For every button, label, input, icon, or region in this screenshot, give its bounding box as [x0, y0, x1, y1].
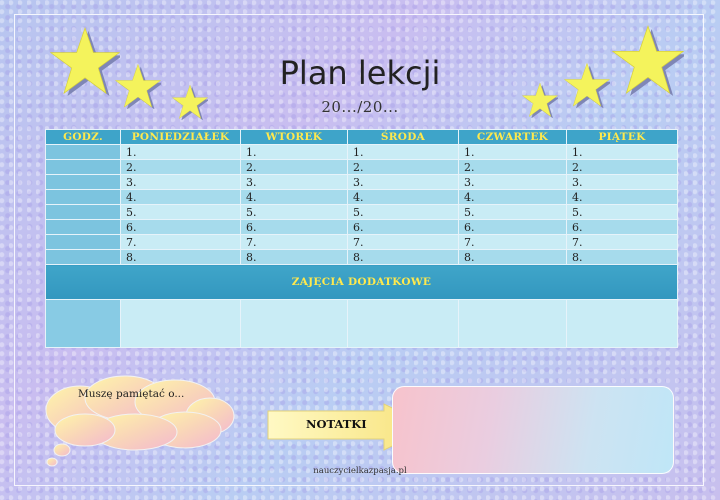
column-header-thursday: CZWARTEK: [459, 130, 567, 145]
lesson-cell-friday[interactable]: 1.: [567, 145, 678, 160]
lesson-cell-tuesday[interactable]: 7.: [241, 235, 348, 250]
lesson-cell-monday[interactable]: 8.: [121, 250, 241, 265]
extra-activities-header-row: [46, 265, 678, 300]
lesson-cell-tuesday[interactable]: 5.: [241, 205, 348, 220]
column-header-monday: PONIEDZIAŁEK: [121, 130, 241, 145]
lesson-cell-monday[interactable]: 2.: [121, 160, 241, 175]
table-row: [46, 250, 678, 265]
lesson-cell-thursday[interactable]: 3.: [459, 175, 567, 190]
reminder-label: Muszę pamiętać o...: [78, 388, 185, 400]
lesson-cell-friday[interactable]: 8.: [567, 250, 678, 265]
extra-activities-row: [46, 300, 678, 348]
hour-cell[interactable]: [46, 220, 121, 235]
lesson-cell-monday[interactable]: 1.: [121, 145, 241, 160]
lesson-cell-thursday[interactable]: 6.: [459, 220, 567, 235]
lesson-cell-thursday[interactable]: 1.: [459, 145, 567, 160]
hour-cell[interactable]: [46, 205, 121, 220]
table-row: [46, 175, 678, 190]
lesson-cell-thursday[interactable]: 8.: [459, 250, 567, 265]
lesson-cell-tuesday[interactable]: 4.: [241, 190, 348, 205]
column-header-friday: PIĄTEK: [567, 130, 678, 145]
lesson-cell-friday[interactable]: 3.: [567, 175, 678, 190]
lesson-cell-wednesday[interactable]: 2.: [348, 160, 459, 175]
extra-cell-tuesday[interactable]: [241, 300, 348, 348]
lesson-cell-wednesday[interactable]: 8.: [348, 250, 459, 265]
lesson-cell-friday[interactable]: 6.: [567, 220, 678, 235]
extra-cell-wednesday[interactable]: [348, 300, 459, 348]
extra-cell-monday[interactable]: [121, 300, 241, 348]
lesson-cell-monday[interactable]: 7.: [121, 235, 241, 250]
column-header-hour: GODZ.: [46, 130, 121, 145]
table-row: [46, 145, 678, 160]
table-row: [46, 190, 678, 205]
timetable: [45, 129, 678, 348]
table-row: [46, 160, 678, 175]
lesson-cell-wednesday[interactable]: 5.: [348, 205, 459, 220]
lesson-cell-wednesday[interactable]: 7.: [348, 235, 459, 250]
table-row: [46, 220, 678, 235]
lesson-rows: [46, 145, 678, 265]
lesson-cell-tuesday[interactable]: 1.: [241, 145, 348, 160]
column-header-tuesday: WTOREK: [241, 130, 348, 145]
hour-cell[interactable]: [46, 175, 121, 190]
lesson-cell-wednesday[interactable]: 6.: [348, 220, 459, 235]
hour-cell[interactable]: [46, 235, 121, 250]
lesson-cell-wednesday[interactable]: 1.: [348, 145, 459, 160]
lesson-cell-thursday[interactable]: 4.: [459, 190, 567, 205]
lesson-cell-tuesday[interactable]: 6.: [241, 220, 348, 235]
lesson-cell-friday[interactable]: 5.: [567, 205, 678, 220]
lesson-cell-monday[interactable]: 4.: [121, 190, 241, 205]
column-header-wednesday: ŚRODA: [348, 130, 459, 145]
lesson-cell-tuesday[interactable]: 2.: [241, 160, 348, 175]
lesson-cell-friday[interactable]: 4.: [567, 190, 678, 205]
notes-box[interactable]: [392, 386, 674, 474]
lesson-cell-tuesday[interactable]: 8.: [241, 250, 348, 265]
lesson-cell-wednesday[interactable]: 3.: [348, 175, 459, 190]
footer-site: nauczycielkazpasja.pl: [313, 466, 407, 476]
lesson-cell-friday[interactable]: 2.: [567, 160, 678, 175]
lesson-cell-monday[interactable]: 6.: [121, 220, 241, 235]
lesson-cell-thursday[interactable]: 7.: [459, 235, 567, 250]
table-row: [46, 205, 678, 220]
hour-cell[interactable]: [46, 145, 121, 160]
extra-cell-friday[interactable]: [567, 300, 678, 348]
extra-activities-label: ZAJĘCIA DODATKOWE: [46, 265, 678, 300]
notes-label: NOTATKI: [306, 417, 367, 431]
cloud-icon: [40, 372, 240, 472]
lesson-cell-thursday[interactable]: 2.: [459, 160, 567, 175]
lesson-cell-friday[interactable]: 7.: [567, 235, 678, 250]
hour-cell[interactable]: [46, 160, 121, 175]
extra-cell-thursday[interactable]: [459, 300, 567, 348]
lesson-cell-wednesday[interactable]: 4.: [348, 190, 459, 205]
lesson-cell-monday[interactable]: 5.: [121, 205, 241, 220]
lesson-cell-monday[interactable]: 3.: [121, 175, 241, 190]
page-title: Plan lekcji: [279, 54, 441, 92]
table-row: [46, 235, 678, 250]
hour-cell[interactable]: [46, 250, 121, 265]
hour-cell[interactable]: [46, 190, 121, 205]
table-header-row: [46, 130, 678, 145]
lesson-cell-thursday[interactable]: 5.: [459, 205, 567, 220]
school-year: 20.../20...: [321, 98, 399, 116]
extra-hour-cell[interactable]: [46, 300, 121, 348]
lesson-cell-tuesday[interactable]: 3.: [241, 175, 348, 190]
